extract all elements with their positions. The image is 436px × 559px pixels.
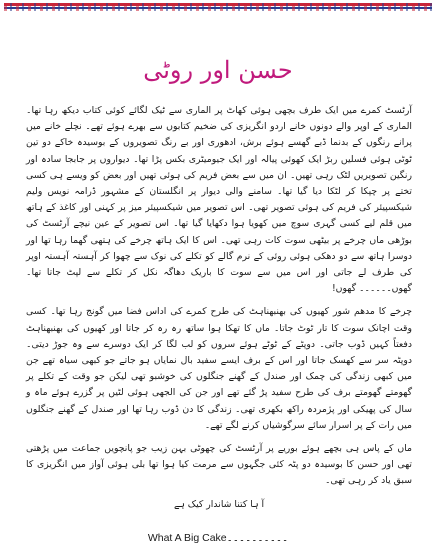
story-body: [26, 103, 412, 520]
paragraph-3: ماں کے پاس ہی بچھے ہوئے بوریے پر آرٹسٹ کی چھوٹی بہن زیب جو پانچویں جماعت میں پڑھتی تھی اور حسن کا بوسیدہ دو پٹہ کئی جگہوں سے مرمت کیا ہوا تھا بلی ہوئی آواز میں انگریزی کا سبق یاد کر رہی تھی۔: [26, 443, 412, 487]
decorative-top-border: [4, 3, 432, 11]
paragraph-1: آرٹسٹ کمرے میں ایک طرف بچھی ہوئی کھاٹ پر الماری سے ٹیک لگائے کوئی کتاب دیکھ رہا تھا۔ الماری کے اوپر والے دونوں خانے اردو انگریزی کی ضخیم کتابوں سے بھرے ہوئے تھے۔ نچلے خانے میں پرانے رنگوں کے بدنما ڈبے گھسے ہوئے برش، ادھوری اور بے رنگ تصویروں کے بوسیدہ خاکے دو تین ٹوٹی ہوئی فسلیں ربڑ ایک کھوئی پیالہ اور ایک جیومیٹری بکس پڑا تھا۔ دیواروں پر جابجا سادہ اور رنگین تصویریں لٹک رہی تھیں۔ ان میں سے بعض فریم کی ہوئی تھیں اور بعض کو ویسے ہی کسی تختے پر چپکا کر لٹکا دیا گیا تھا۔ سامنے والی دیوار پر انگلستان کے مشہور ڈرامہ نویس ولیم شیکسپیئر کی فریم کی ہوئی تصویر تھی۔ اس تصویر میں شیکسپیئر میز پر کہنی اور کاغذ کے ہاتھ میں قلم لیے کسی گہری سوچ میں کھویا ہوا دکھایا گیا تھا۔ اس تصویر کے عین نیچے آرٹسٹ کی بوڑھی ماں چرخے پر بیٹھی سوت کات رہی تھی۔ اس کا ایک ہاتھ چرخے کی ہتھی گھما رہا تھا اور دوسرا ہاتھ سے دو دھکی ہوئی روئی کے نرم گالے کو تکلے کی نوک سے چھوا کر آہستہ آہستہ اوپر کی طرف لے جاتی اور اس میں سے سوت کا باریک دھاگہ نکل کر تکلے سے لپٹ جاتا تھا۔ گھوں۔۔۔۔۔۔ گھوں!: [26, 105, 412, 295]
paragraph-4: آ ہا کتنا شاندار کیک ہے: [173, 498, 265, 510]
english-phrase: What A Big Cake: [147, 532, 227, 544]
page-title: حسن اور روٹی: [143, 56, 293, 84]
english-line: [0, 532, 436, 544]
border-pattern: [4, 3, 432, 11]
paragraph-2: چرخے کا مدھم شور کھیوں کی بھنبھناہٹ کی طرح کمرے کی اداس فضا میں گونج رہا تھا۔ کسی وقت اچانک سوت کا تار ٹوٹ جاتا۔ ماں کا تھکا ہوا ساتھ رہ رہ کر جاتا اور کھیوں کی بھنبھناہٹ دفعتاً کہیں ڈوب جاتی۔ دوپٹے کے ٹوٹے ہوئے سروں کو لب لگا کر ایک دوسرے سے وہ جوڑ دیتی۔ دوپٹہ سر سے کھسک جاتا اور اس کے برف ایسے سفید بال نمایاں ہو جاتے جو کبھی سیاہ تھے جن میں کبھی زندگی کی چمک اور صندل کے گھنے جنگلوں کی خوشبو تھی لیکن جو وقت کے تکلے پر گھومتے گھومتے برف کی طرح سفید پڑ گئے تھے اور جن کی الجھی ہوئی لٹیں پر گزرے ہوئے ماہ و سال کی پھیکی اور پژمردہ راکھ بکھری تھی۔ زندگی کا دن ڈوب رہا تھا اور صندل کے گھنے جنگلوں میں رات کے پر اسرار سائے سرگوشیاں کرنے لگے تھے۔: [26, 306, 412, 431]
english-trail: ۔۔۔۔۔۔۔۔۔۔: [226, 532, 289, 544]
